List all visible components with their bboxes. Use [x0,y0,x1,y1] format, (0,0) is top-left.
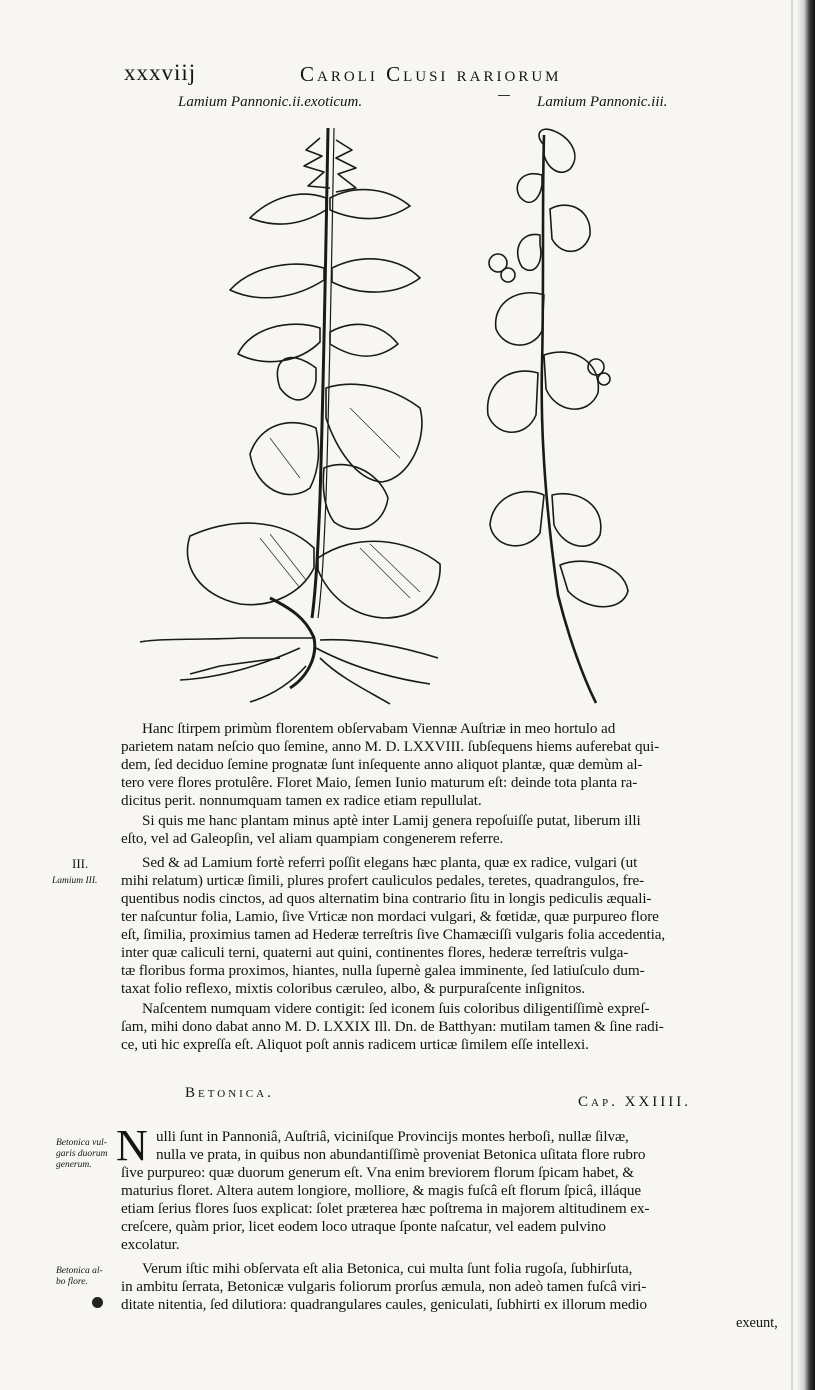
paragraph-line: etiam ſerius flores ſuos explicat: ſolet præterea hæc poſtrema in majorem altitudinem ex- [121,1200,650,1217]
figure-caption-right: Lamium Pannonic.iii. [537,94,668,110]
paragraph-line: creſcere, quàm prior, licet eodem loco utraque ſponte naſcatur, vel eadem pulvino [121,1218,606,1235]
paragraph-line: parietem natam neſcio quo ſemine, anno M. D. LXXVIII. ſubſequens hiems auferebat qui- [121,738,660,755]
marginal-note-line: Betonica al- [56,1266,103,1276]
page-edge-shadow [797,0,815,1390]
paragraph-line: excolatur. [121,1236,180,1253]
plant-illustration-lamium-ii [120,118,450,710]
paragraph-line: Hanc ſtirpem primùm florentem obſervabam Viennæ Auſtriæ in meo hortulo ad [142,720,616,737]
ink-blot [92,1297,103,1308]
paragraph-line: nulla ve prata, in quibus non abundantiſſimè proveniat Betonica uſitata flore rubro [156,1146,646,1163]
paragraph-line: Verum iſtic mihi obſervata eſt alia Betonica, cui multa ſunt folia rugoſa, ſubhirſuta, [142,1260,633,1277]
marginal-note-line: generum. [56,1160,92,1170]
paragraph-line: tæ floribus forma proximos, hiantes, nulla ſupernè galea imminente, ſed latiuſculo dum- [121,962,645,979]
marginal-note-betonica-albo [56,1266,103,1288]
figure-caption-left: Lamium Pannonic.ii.exoticum. [178,94,363,110]
caption-divider [498,95,510,96]
paragraph-line: dem, ſed deciduo ſemine prognatæ ſunt inſequente anno aliquot plantæ, quæ demùm al- [121,756,643,773]
section-title: Betonica. [185,1085,274,1101]
page-edge-line [791,0,793,1390]
paragraph-line: dicitus perit. nonnumquam tamen ex radice etiam repullulat. [121,792,482,809]
marginal-note-line: garis duorum [56,1149,108,1159]
paragraph-line: Sed & ad Lamium fortè referri poſſit elegans hæc planta, quæ ex radice, vulgari (ut [142,854,638,871]
paragraph-line: ulli ſunt in Pannoniâ, Auſtriâ, viciniſque Provincijs montes herboſi, nullæ ſilvæ, [156,1128,629,1145]
paragraph-line: tero vere flores protulêre. Floret Maio, ſemen Iunio maturum eſt: deinde tota planta ra- [121,774,638,791]
drop-capital: N [116,1121,148,1170]
paragraph-line: exeunt, [736,1314,778,1331]
paragraph-line: Si quis me hanc plantam minus aptè inter Lamij genera repoſuiſſe putat, liberum illi [142,812,641,829]
paragraph-line: ce, uti hic expreſſa eſt. Aliquot poſt annis radicem urticæ ſimilem eſſe intellexi. [121,1036,589,1053]
paragraph-line: eſto, vel ad Galeopſin, vel aliam quampiam congenerem referre. [121,830,504,847]
page-folio-number: xxxviij [124,60,197,85]
plant-illustration-lamium-iii [478,125,648,707]
marginal-note-lamium: Lamium III. [52,876,98,886]
paragraph-line: mihi relatum) urticæ ſimili, plures profert cauliculos pedales, teretes, quadrangulos, fre- [121,872,645,889]
marginal-note-line: bo flore. [56,1277,88,1287]
marginal-note-line: Betonica vul- [56,1138,107,1148]
paragraph-line: eſt, ſimilia, proximius tamen ad Hederæ terreſtris ſive Chamæciſſi vulgaris folia accedentia, [121,926,666,943]
paragraph-line: quentibus nodis cinctos, ad quos alternatim bina contrario ſitu in longis pediculis æquali- [121,890,652,907]
paragraph-line: taxat folio reflexo, mixtis coloribus cæruleo, albo, & purpuraſcente inſignitos. [121,980,585,997]
paragraph-line: ſive purpureo: quæ duorum generum eſt. Vna enim breviorem florum ſpicam habet, & [121,1164,635,1181]
paragraph-line: inter quæ caliculi terni, quaterni aut quini, continentes flores, hederæ terreſtris vulga- [121,944,629,961]
running-head: Caroli Clusi rariorum [300,62,562,86]
paragraph-line: in ambitu ſerrata, Betonicæ vulgaris foliorum prorſus æmula, non adeò tamen fuſcâ viri- [121,1278,647,1295]
paragraph-line: ditate nitentia, ſed dilutiora: quadrangulares caules, geniculati, ſubhirti ex illorum medio [121,1296,648,1313]
marginal-note-betonica-vulgaris [56,1138,107,1171]
chapter-number: Cap. XXIIII. [578,1094,691,1110]
paragraph-line: ter naſcuntur folia, Lamio, ſive Vrticæ non mordaci vulgari, & fœtidæ, quæ purpureo flore [121,908,659,925]
paragraph-line: ſam, mihi dono dabat anno M. D. LXXIX Ill. Dn. de Batthyan: mutilam tamen & ſine radi- [121,1018,664,1035]
paragraph-line: maturius floret. Altera autem longiore, molliore, & magis fuſcâ eſt florum ſpicâ, illáque [121,1182,641,1199]
paragraph-line: Naſcentem numquam videre contigit: ſed iconem ſuis coloribus diligentiſſimè expreſ- [142,1000,650,1017]
marginal-roman-numeral: III. [72,856,89,871]
